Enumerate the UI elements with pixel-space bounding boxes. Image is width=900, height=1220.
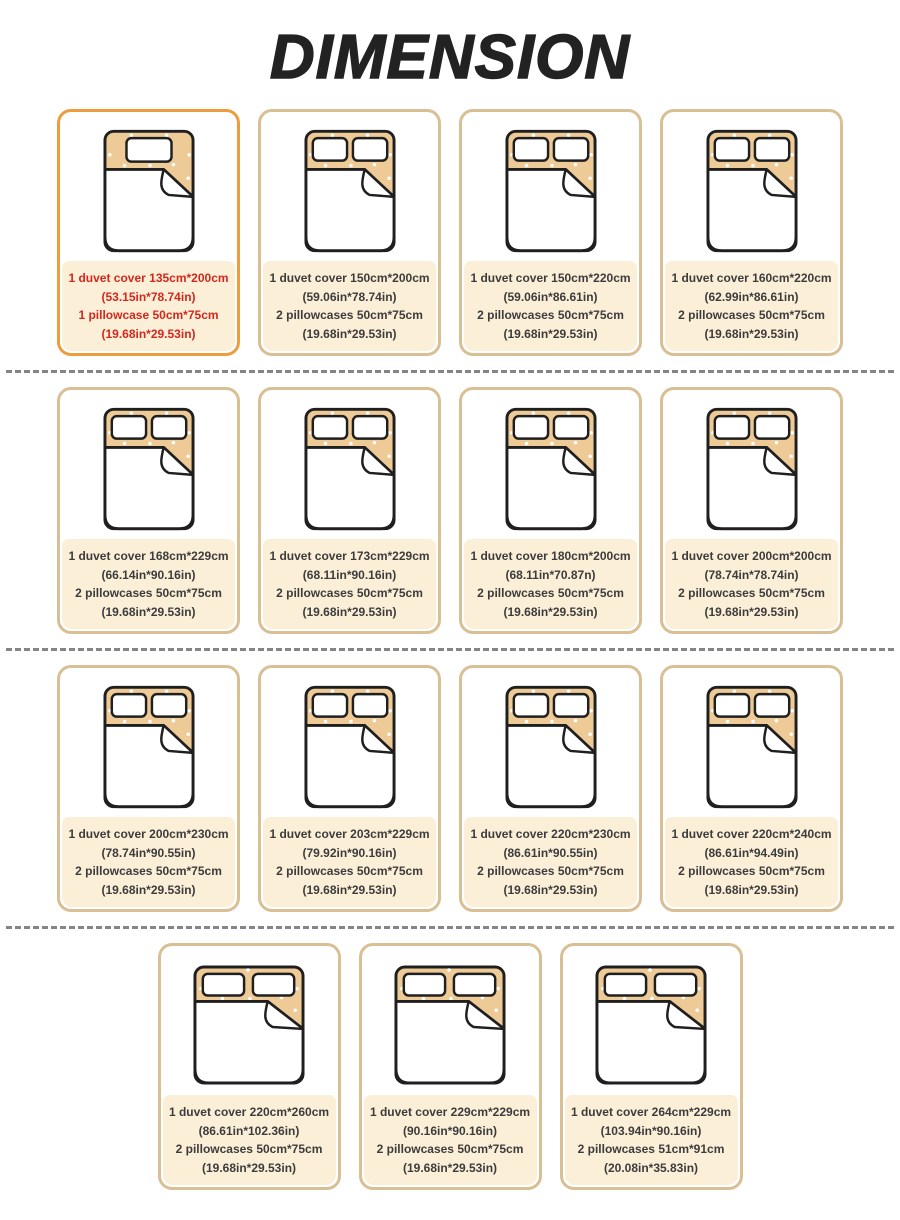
duvet-size-in: (68.11in*70.87n) — [505, 567, 596, 582]
size-text-panel — [263, 539, 436, 629]
pillow-icon — [151, 416, 185, 439]
bed-icon — [304, 685, 396, 809]
pillowcase-size-cm: 2 pillowcases 50cm*75cm — [376, 1142, 524, 1156]
pillow-icon — [253, 973, 294, 995]
size-card — [660, 665, 843, 912]
pillowcase-size-in: (19.68in*29.53in) — [704, 882, 799, 897]
bed-illustration — [462, 112, 639, 265]
bed-icon — [103, 129, 195, 253]
row-divider — [6, 926, 894, 929]
bed-icon — [706, 129, 798, 253]
pillowcase-size-cm: 2 pillowcases 50cm*75cm — [276, 864, 423, 878]
pillow-icon — [352, 138, 386, 161]
pillow-icon — [404, 973, 445, 995]
size-card — [459, 665, 642, 912]
size-text-panel — [665, 261, 838, 351]
duvet-size-in: (66.14in*90.16in) — [101, 567, 196, 582]
duvet-size-cm: 1 duvet cover 150cm*220cm — [470, 271, 631, 285]
row-divider — [6, 648, 894, 651]
bed-icon — [595, 965, 707, 1085]
duvet-size-in: (78.74in*78.74in) — [704, 567, 799, 582]
duvet-size-cm: 1 duvet cover 220cm*230cm — [470, 827, 631, 841]
pillowcase-size-in: (19.68in*29.53in) — [302, 882, 397, 897]
pillow-icon — [754, 416, 788, 439]
size-text-panel — [62, 539, 235, 629]
pillowcase-size-cm: 2 pillowcases 50cm*75cm — [678, 308, 825, 322]
duvet-size-cm: 1 duvet cover 168cm*229cm — [68, 549, 229, 563]
size-card — [258, 109, 441, 356]
size-card — [57, 665, 240, 912]
row-divider — [6, 370, 894, 373]
pillowcase-size-cm: 2 pillowcases 51cm*91cm — [577, 1142, 725, 1156]
pillowcase-size-in: (19.68in*29.53in) — [402, 1160, 498, 1175]
duvet-size-cm: 1 duvet cover 150cm*200cm — [269, 271, 430, 285]
pillow-icon — [352, 416, 386, 439]
pillowcase-size-cm: 2 pillowcases 50cm*75cm — [175, 1142, 323, 1156]
duvet-size-cm: 1 duvet cover 229cm*229cm — [369, 1105, 531, 1119]
bed-icon — [706, 685, 798, 809]
bed-illustration — [261, 112, 438, 265]
size-card — [258, 665, 441, 912]
pillow-icon — [513, 138, 547, 161]
pillowcase-size-in: (19.68in*29.53in) — [302, 326, 397, 341]
pillowcase-size-cm: 2 pillowcases 50cm*75cm — [75, 864, 222, 878]
duvet-size-in: (62.99in*86.61in) — [704, 289, 799, 304]
bed-illustration — [663, 668, 840, 821]
pillow-icon — [714, 138, 748, 161]
bed-illustration — [60, 390, 237, 543]
duvet-size-cm: 1 duvet cover 180cm*200cm — [470, 549, 631, 563]
pillowcase-size-in: (19.68in*29.53in) — [101, 604, 196, 619]
bed-illustration — [362, 946, 539, 1099]
pillowcase-size-in: (19.68in*29.53in) — [503, 882, 598, 897]
pillow-icon — [454, 973, 495, 995]
duvet-size-cm: 1 duvet cover 264cm*229cm — [570, 1105, 732, 1119]
pillow-icon — [111, 416, 145, 439]
bed-icon — [505, 407, 597, 531]
size-text-panel — [364, 1095, 537, 1185]
pillow-icon — [553, 416, 587, 439]
pillowcase-size-cm: 2 pillowcases 50cm*75cm — [276, 308, 423, 322]
pillowcase-size-cm: 2 pillowcases 50cm*75cm — [477, 586, 624, 600]
size-card-row-1 — [0, 109, 900, 356]
duvet-size-in: (86.61in*94.49in) — [704, 845, 799, 860]
size-card — [158, 943, 341, 1190]
duvet-size-in: (59.06in*86.61in) — [503, 289, 598, 304]
pillow-icon — [151, 694, 185, 717]
bed-icon — [103, 685, 195, 809]
bed-icon — [304, 407, 396, 531]
pillowcase-size-cm: 2 pillowcases 50cm*75cm — [678, 586, 825, 600]
duvet-size-cm: 1 duvet cover 160cm*220cm — [671, 271, 832, 285]
size-card — [660, 387, 843, 634]
pillow-icon — [714, 416, 748, 439]
duvet-size-cm: 1 duvet cover 203cm*229cm — [269, 827, 430, 841]
size-card — [359, 943, 542, 1190]
size-card — [57, 387, 240, 634]
duvet-size-in: (59.06in*78.74in) — [302, 289, 397, 304]
bed-icon — [394, 965, 506, 1085]
duvet-size-in: (90.16in*90.16in) — [402, 1123, 498, 1138]
size-text-panel — [163, 1095, 336, 1185]
page-title: DIMENSION — [269, 23, 631, 92]
size-text-panel — [62, 261, 235, 351]
pillow-icon — [553, 138, 587, 161]
duvet-size-cm: 1 duvet cover 220cm*240cm — [671, 827, 832, 841]
size-card-row-2 — [0, 387, 900, 634]
pillowcase-size-cm: 1 pillowcase 50cm*75cm — [78, 308, 219, 322]
size-card — [560, 943, 743, 1190]
pillow-icon — [513, 694, 547, 717]
bed-icon — [505, 685, 597, 809]
duvet-size-in: (86.61in*90.55in) — [503, 845, 598, 860]
duvet-size-in: (79.92in*90.16in) — [302, 845, 397, 860]
size-text-panel — [665, 539, 838, 629]
pillow-icon — [655, 973, 696, 995]
bed-illustration — [60, 112, 237, 265]
size-card-row-4 — [0, 943, 900, 1190]
pillow-icon — [553, 694, 587, 717]
duvet-size-cm: 1 duvet cover 220cm*260cm — [168, 1105, 330, 1119]
pillowcase-size-in: (19.68in*29.53in) — [704, 604, 799, 619]
bed-illustration — [563, 946, 740, 1099]
size-text-panel — [263, 261, 436, 351]
bed-illustration — [261, 390, 438, 543]
pillow-icon — [754, 138, 788, 161]
pillowcase-size-in: (20.08in*35.83in) — [603, 1160, 699, 1175]
pillowcase-size-in: (19.68in*29.53in) — [302, 604, 397, 619]
bed-illustration — [60, 668, 237, 821]
pillowcase-size-in: (19.68in*29.53in) — [503, 326, 598, 341]
size-text-panel — [665, 817, 838, 907]
pillowcase-size-in: (19.68in*29.53in) — [101, 326, 196, 341]
pillow-icon — [312, 138, 346, 161]
size-text-panel — [464, 261, 637, 351]
duvet-size-in: (53.15in*78.74in) — [101, 289, 196, 304]
pillowcase-size-cm: 2 pillowcases 50cm*75cm — [276, 586, 423, 600]
bed-icon — [193, 965, 305, 1085]
bed-icon — [304, 129, 396, 253]
bed-illustration — [462, 668, 639, 821]
bed-icon — [706, 407, 798, 531]
pillowcase-size-cm: 2 pillowcases 50cm*75cm — [75, 586, 222, 600]
bed-illustration — [462, 390, 639, 543]
duvet-size-cm: 1 duvet cover 173cm*229cm — [269, 549, 430, 563]
duvet-size-cm: 1 duvet cover 200cm*200cm — [671, 549, 832, 563]
duvet-size-in: (78.74in*90.55in) — [101, 845, 196, 860]
duvet-size-in: (86.61in*102.36in) — [198, 1123, 300, 1138]
pillow-icon — [126, 138, 171, 161]
duvet-size-cm: 1 duvet cover 200cm*230cm — [68, 827, 229, 841]
bed-icon — [103, 407, 195, 531]
pillow-icon — [714, 694, 748, 717]
bed-illustration — [663, 390, 840, 543]
pillowcase-size-in: (19.68in*29.53in) — [201, 1160, 297, 1175]
pillow-icon — [513, 416, 547, 439]
bed-icon — [505, 129, 597, 253]
pillowcase-size-cm: 2 pillowcases 50cm*75cm — [477, 864, 624, 878]
size-card — [660, 109, 843, 356]
size-card-row-3 — [0, 665, 900, 912]
size-text-panel — [62, 817, 235, 907]
size-text-panel — [464, 817, 637, 907]
duvet-size-cm: 1 duvet cover 135cm*200cm — [68, 271, 229, 285]
size-card — [459, 387, 642, 634]
pillow-icon — [111, 694, 145, 717]
bed-illustration — [261, 668, 438, 821]
pillowcase-size-in: (19.68in*29.53in) — [101, 882, 196, 897]
size-card — [459, 109, 642, 356]
duvet-size-in: (68.11in*90.16in) — [302, 567, 397, 582]
size-card — [57, 109, 240, 356]
pillow-icon — [312, 416, 346, 439]
size-text-panel — [565, 1095, 738, 1185]
pillow-icon — [203, 973, 244, 995]
bed-illustration — [161, 946, 338, 1099]
pillow-icon — [352, 694, 386, 717]
pillow-icon — [754, 694, 788, 717]
pillow-icon — [605, 973, 646, 995]
size-text-panel — [263, 817, 436, 907]
pillowcase-size-cm: 2 pillowcases 50cm*75cm — [477, 308, 624, 322]
size-text-panel — [464, 539, 637, 629]
duvet-size-in: (103.94in*90.16in) — [600, 1123, 702, 1138]
pillowcase-size-cm: 2 pillowcases 50cm*75cm — [678, 864, 825, 878]
pillowcase-size-in: (19.68in*29.53in) — [704, 326, 799, 341]
pillowcase-size-in: (19.68in*29.53in) — [503, 604, 598, 619]
bed-illustration — [663, 112, 840, 265]
size-card — [258, 387, 441, 634]
pillow-icon — [312, 694, 346, 717]
